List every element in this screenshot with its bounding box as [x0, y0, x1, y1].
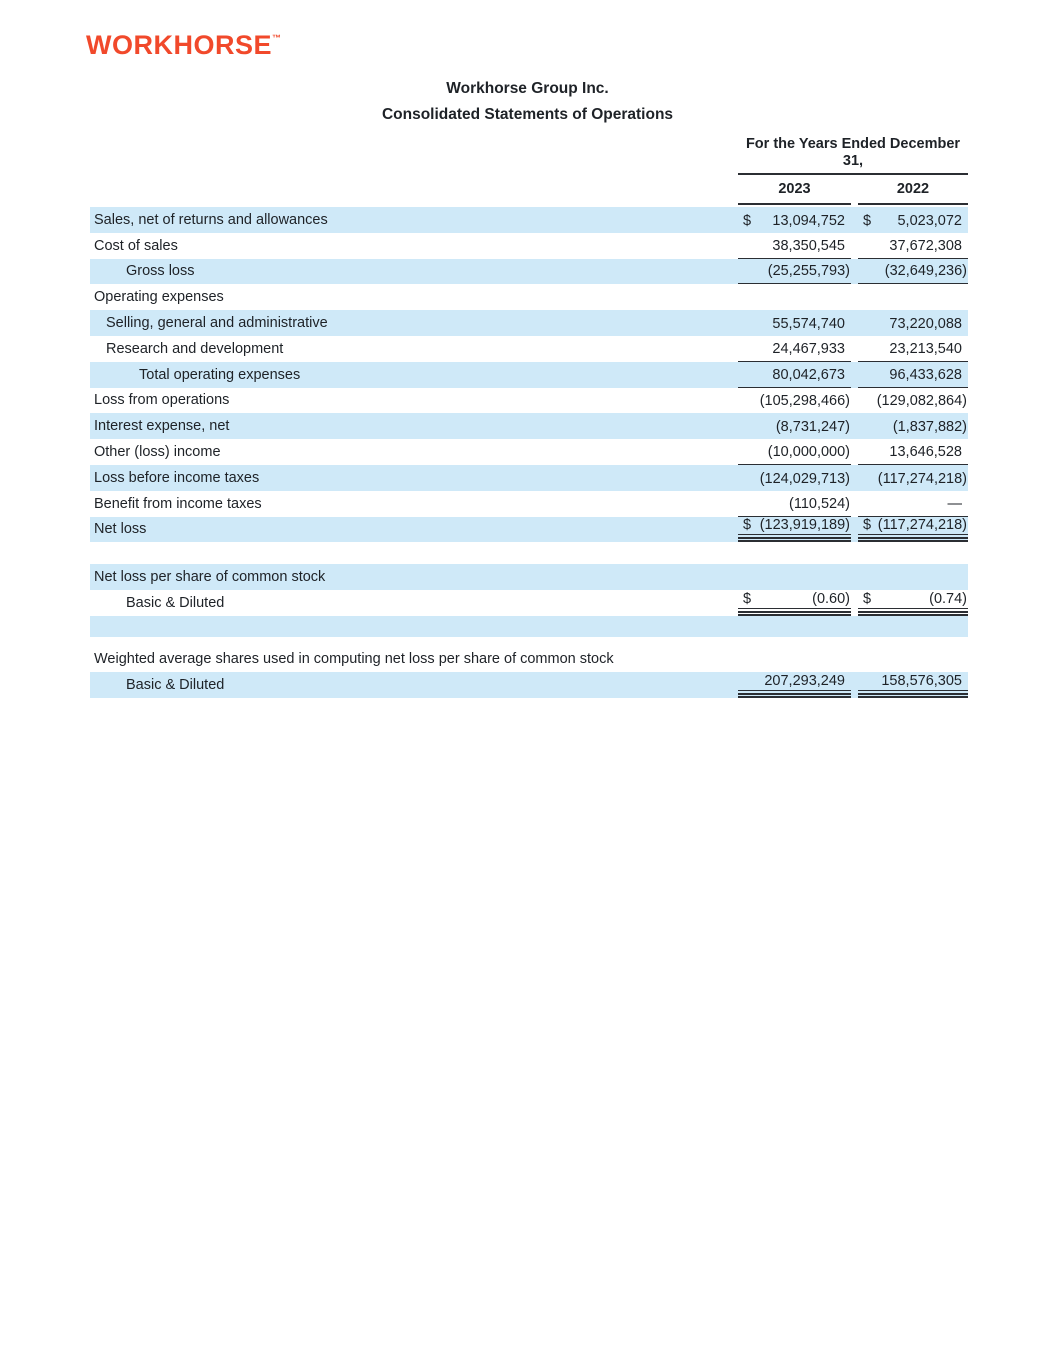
column-gap [851, 233, 858, 259]
workhorse-logo [86, 32, 282, 59]
row-label: Benefit from income taxes [94, 495, 262, 512]
value-text: 13,094,752 [772, 212, 845, 229]
value-2022 [858, 362, 968, 388]
value-inner [738, 238, 851, 258]
value-inner [738, 591, 851, 609]
value-text: (0.60) [812, 590, 850, 607]
row-label: Operating expenses [94, 289, 224, 306]
value-text: (110,524) [789, 495, 850, 512]
title-block [0, 76, 1055, 128]
value-text: 207,293,249 [764, 672, 845, 689]
value-2023 [738, 233, 851, 259]
table-row [90, 310, 968, 336]
value-text: (10,000,000) [767, 443, 850, 460]
value-text: 37,672,308 [889, 237, 962, 254]
column-gap [851, 491, 858, 517]
dollar-sign: $ [743, 590, 752, 607]
value-text: 5,023,072 [897, 212, 962, 229]
table-row [90, 233, 968, 259]
table-row [90, 491, 968, 517]
table-row [90, 284, 968, 310]
value-inner [858, 655, 968, 672]
value-inner [858, 471, 968, 491]
row-label: Loss from operations [94, 392, 230, 409]
value-inner [858, 316, 968, 336]
value-2023 [738, 616, 851, 637]
statement-title: Consolidated Statements of Operations [381, 106, 674, 123]
period-header: For the Years Ended December 31, [738, 136, 968, 175]
value-2023 [738, 672, 851, 698]
value-inner [738, 213, 851, 233]
column-gap [851, 336, 858, 362]
value-inner [858, 573, 968, 590]
value-text: 96,433,628 [889, 366, 962, 383]
dollar-sign: $ [863, 212, 872, 229]
value-inner [738, 393, 851, 413]
column-gap [851, 207, 858, 233]
row-label: Net loss per share of common stock [94, 569, 326, 586]
value-2022 [858, 388, 968, 414]
row-label: Selling, general and administrative [106, 315, 328, 332]
value-2023 [738, 646, 851, 672]
dollar-sign: $ [743, 212, 752, 229]
value-2023 [738, 207, 851, 233]
value-text: (129,082,864) [876, 393, 967, 410]
column-gap [851, 284, 858, 310]
period-header-row [90, 136, 968, 175]
value-text: 158,576,305 [881, 672, 962, 689]
value-2023 [738, 491, 851, 517]
trademark-symbol: ™ [272, 33, 282, 43]
column-gap [851, 590, 858, 616]
value-text: (1,837,882) [892, 419, 967, 436]
value-2023 [738, 517, 851, 543]
value-text: 23,213,540 [889, 340, 962, 357]
value-inner [738, 517, 851, 535]
table-row [90, 439, 968, 465]
row-label [90, 616, 738, 637]
table-row [90, 616, 968, 637]
row-label: Loss before income taxes [94, 469, 260, 486]
value-inner [738, 367, 851, 387]
value-inner [858, 393, 968, 413]
value-text: 13,646,528 [889, 443, 962, 460]
table-row [90, 564, 968, 590]
row-label: Weighted average shares used in computing net loss per share of common stock [94, 650, 614, 667]
value-2023 [738, 388, 851, 414]
value-2022 [858, 590, 968, 616]
value-text: (117,274,218) [877, 470, 967, 487]
value-inner [738, 419, 851, 439]
value-inner [738, 316, 851, 336]
value-inner [738, 444, 851, 464]
row-label: Cost of sales [94, 237, 178, 254]
logo-text: WORKHORSE [86, 30, 272, 60]
value-inner [738, 620, 851, 637]
dollar-sign: $ [743, 517, 752, 534]
value-inner [738, 573, 851, 590]
column-gap [851, 388, 858, 414]
column-gap [851, 439, 858, 465]
value-inner [858, 496, 968, 516]
company-name: Workhorse Group Inc. [446, 80, 609, 97]
value-inner [738, 471, 851, 491]
column-gap [851, 672, 858, 698]
column-gap [851, 564, 858, 590]
row-label: Other (loss) income [94, 444, 221, 461]
value-2023 [738, 439, 851, 465]
table-row [90, 646, 968, 672]
value-text: 55,574,740 [772, 315, 845, 332]
value-inner [858, 591, 968, 609]
value-inner [738, 673, 851, 691]
value-text: 38,350,545 [772, 237, 845, 254]
table-row [90, 517, 968, 543]
table-row [90, 388, 968, 414]
column-gap [851, 616, 858, 637]
value-inner [858, 444, 968, 464]
value-2022 [858, 517, 968, 543]
row-label: Interest expense, net [94, 418, 230, 435]
value-inner [738, 293, 851, 310]
value-inner [738, 496, 851, 516]
column-gap [851, 310, 858, 336]
value-inner [858, 517, 968, 535]
value-2023 [738, 590, 851, 616]
value-2022 [858, 646, 968, 672]
value-inner [858, 213, 968, 233]
row-label: Basic & Diluted [126, 676, 225, 693]
value-inner [738, 341, 851, 361]
row-label: Basic & Diluted [126, 595, 225, 612]
column-gap [851, 465, 858, 491]
value-inner [858, 620, 968, 637]
dollar-sign: $ [863, 590, 872, 607]
value-text: (8,731,247) [775, 419, 850, 436]
column-gap [851, 362, 858, 388]
value-2022 [858, 310, 968, 336]
value-2023 [738, 465, 851, 491]
dollar-sign: $ [863, 517, 872, 534]
value-inner [858, 367, 968, 387]
value-2022 [858, 672, 968, 698]
value-text: (123,919,189) [759, 517, 850, 534]
value-inner [858, 673, 968, 691]
value-2022 [858, 336, 968, 362]
value-2023 [738, 336, 851, 362]
table-row [90, 336, 968, 362]
value-2022 [858, 465, 968, 491]
value-2022 [858, 564, 968, 590]
value-inner [858, 341, 968, 361]
column-gap [851, 413, 858, 439]
value-text: (0.74) [929, 590, 967, 607]
value-2023 [738, 564, 851, 590]
value-inner [858, 293, 968, 310]
value-2022 [858, 259, 968, 285]
value-inner [858, 238, 968, 258]
column-gap [851, 177, 858, 205]
value-text: 73,220,088 [889, 315, 962, 332]
table-row [90, 590, 968, 616]
value-2022 [858, 284, 968, 310]
table-spacer [90, 637, 968, 646]
value-inner [738, 263, 851, 283]
table-row [90, 413, 968, 439]
value-inner [858, 263, 968, 283]
year-header-row [90, 177, 968, 205]
column-gap [851, 646, 858, 672]
row-label: Research and development [106, 340, 284, 357]
value-2022 [858, 616, 968, 637]
value-text: (117,274,218) [877, 517, 967, 534]
table-row [90, 362, 968, 388]
value-2022 [858, 439, 968, 465]
column-gap [851, 259, 858, 285]
value-2022 [858, 413, 968, 439]
value-text: — [947, 495, 962, 512]
value-text: (25,255,793) [767, 263, 850, 280]
value-text: (32,649,236) [884, 263, 967, 280]
value-text: (124,029,713) [759, 470, 850, 487]
financial-table-rows [90, 207, 968, 698]
table-spacer [90, 542, 968, 564]
value-text: 80,042,673 [772, 366, 845, 383]
row-label: Total operating expenses [139, 366, 301, 383]
statement-of-operations-table [90, 136, 968, 698]
column-header-2023: 2023 [738, 177, 851, 205]
value-inner [858, 419, 968, 439]
column-header-2022: 2022 [858, 177, 968, 205]
value-2022 [858, 207, 968, 233]
value-2023 [738, 284, 851, 310]
value-text: 24,467,933 [772, 340, 845, 357]
column-gap [851, 517, 858, 543]
table-row [90, 207, 968, 233]
table-row [90, 672, 968, 698]
value-2022 [858, 491, 968, 517]
value-2023 [738, 259, 851, 285]
value-2023 [738, 310, 851, 336]
row-label: Gross loss [126, 263, 195, 280]
value-text: (105,298,466) [759, 393, 850, 410]
row-label: Net loss [94, 521, 147, 538]
value-2023 [738, 362, 851, 388]
value-2022 [858, 233, 968, 259]
table-row [90, 259, 968, 285]
table-row [90, 465, 968, 491]
value-2023 [738, 413, 851, 439]
value-inner [738, 655, 851, 672]
row-label: Sales, net of returns and allowances [94, 211, 328, 228]
